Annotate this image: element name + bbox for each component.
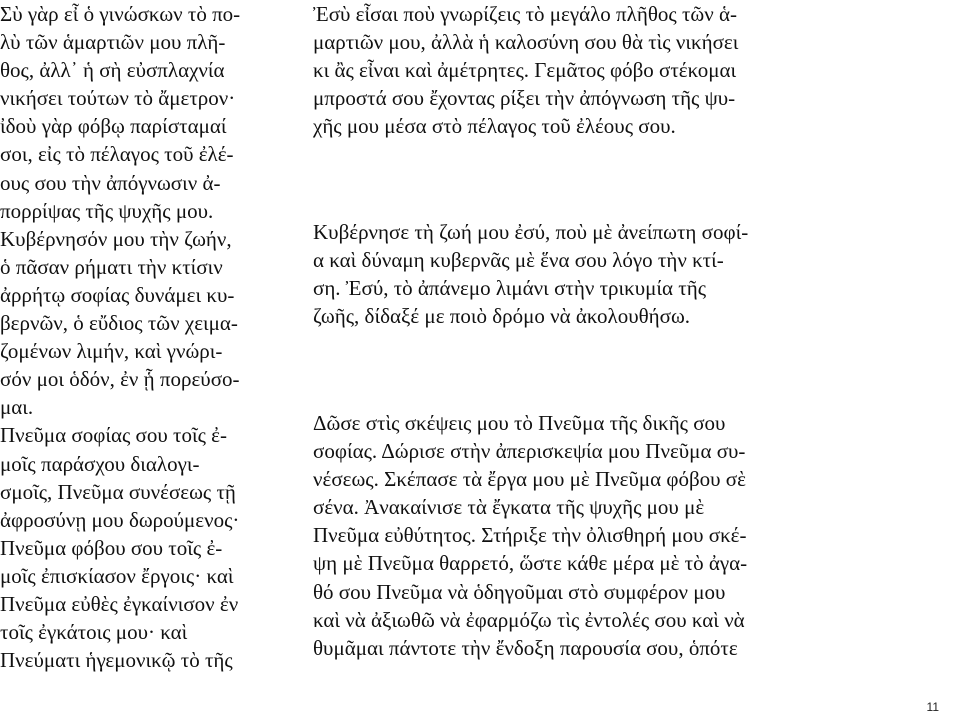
translation-line: σένα. Ἀνακαίνισε τὰ ἔγκατα τῆς ψυχῆς μου μὲ — [313, 495, 705, 520]
original-line: ἀφροσύνῃ μου δωρούμενος· — [0, 507, 240, 532]
page-number: 11 — [926, 700, 939, 714]
original-line: λὺ τῶν ἁμαρτιῶν μου πλῆ- — [0, 30, 226, 55]
translation-stanza-2 — [313, 218, 748, 330]
original-line: ὁ πᾶσαν ρήματι τὴν κτίσιν — [0, 254, 223, 279]
translation-line: καὶ νὰ ἀξιωθῶ νὰ ἐφαρμόζω τὶς ἐντολές σου καὶ νὰ — [313, 607, 745, 632]
original-line: νικήσει τούτων τὸ ἄμετρον· — [0, 86, 236, 111]
original-line: ἰδοὺ γὰρ φόβῳ παρίσταμαί — [0, 114, 227, 139]
translation-line: ζωῆς, δίδαξέ με ποιὸ δρόμο νὰ ἀκολουθήσω. — [313, 304, 691, 329]
original-line: μοῖς παράσχου διαλογι- — [0, 451, 200, 476]
original-line: Σὺ γὰρ εἶ ὁ γινώσκων τὸ πο- — [0, 2, 241, 26]
translation-line: α καὶ δύναμη κυβερνᾶς μὲ ἕνα σου λόγο τὴν κτί- — [313, 248, 724, 273]
original-line: μαι. — [0, 395, 34, 420]
original-line: ἀρρήτῳ σοφίας δυνάμει κυ- — [0, 282, 235, 307]
translation-line: μπροστά σου ἔχοντας ρίξει τὴν ἀπόγνωση τῆς ψυ- — [313, 86, 736, 111]
translation-line: Ἐσὺ εἶσαι ποὺ γνωρίζεις τὸ μεγάλο πλῆθος τῶν ἁ- — [313, 2, 737, 26]
original-line: σμοῖς, Πνεῦμα συνέσεως τῇ — [0, 479, 236, 504]
translation-line: Κυβέρνησε τὴ ζωή μου ἐσύ, ποὺ μὲ ἀνείπωτη σοφί- — [313, 220, 749, 244]
original-line: ζομένων λιμήν, καὶ γνώρι- — [0, 339, 223, 364]
original-line: μοῖς ἐπισκίασον ἔργοις· καὶ — [0, 563, 234, 588]
translation-stanza-1 — [313, 0, 738, 140]
translation-line: κι ἂς εἶναι καὶ ἀμέτρητες. Γεμᾶτος φόβο στέκομαι — [313, 58, 737, 83]
translation-line: ση. Ἐσύ, τὸ ἀπάνεμο λιμάνι στὴν τρικυμία τῆς — [313, 276, 707, 301]
original-line: σοι, εἰς τὸ πέλαγος τοῦ ἐλέ- — [0, 142, 234, 167]
translation-line: χῆς μου μέσα στὸ πέλαγος τοῦ ἐλέους σου. — [313, 114, 676, 139]
original-line: σόν μοι ὁδόν, ἐν ᾗ πορεύσο- — [0, 367, 240, 392]
original-line: ους σου τὴν ἀπόγνωσιν ἀ- — [0, 170, 221, 195]
translation-line: θό σου Πνεῦμα νὰ ὁδηγοῦμαι στὸ συμφέρον μου — [313, 579, 726, 604]
original-line: βερνῶν, ὁ εὔδιος τῶν χειμα- — [0, 311, 238, 336]
original-line: Κυβέρνησόν μου τὴν ζωήν, — [0, 226, 232, 251]
translation-line: σοφίας. Δώρισε στὴν ἀπερισκεψία μου Πνεῦμα συ- — [313, 439, 746, 464]
original-line: Πνεῦμα εὐθὲς ἐγκαίνισον ἐν — [0, 591, 239, 616]
translation-line: θυμᾶμαι πάντοτε τὴν ἔνδοξη παρουσία σου, ὁπότε — [313, 635, 738, 660]
original-line: θος, ἀλλ᾽ ἡ σὴ εὐσπλαχνία — [0, 58, 225, 83]
translation-line: Πνεῦμα εὐθύτητος. Στήριξε τὴν ὀλισθηρή μου σκέ- — [313, 523, 747, 548]
translation-stanza-3 — [313, 409, 747, 662]
original-line: Πνεῦμα φόβου σου τοῖς ἐ- — [0, 535, 223, 560]
translation-line: νέσεως. Σκέπασε τὰ ἔργα μου μὲ Πνεῦμα φόβου σὲ — [313, 467, 746, 492]
original-line: Πνεῦμα σοφίας σου τοῖς ἐ- — [0, 423, 227, 448]
translation-line: ψη μὲ Πνεῦμα θαρρετό, ὥστε κάθε μέρα μὲ τὸ ἀγα- — [313, 551, 748, 576]
greek-original-column — [0, 0, 292, 674]
translation-line: Δῶσε στὶς σκέψεις μου τὸ Πνεῦμα τῆς δικῆς σου — [313, 411, 726, 435]
original-line: πορρίψας τῆς ψυχῆς μου. — [0, 198, 214, 223]
original-line: Πνεύματι ἡγεμονικῷ τὸ τῆς — [0, 648, 233, 673]
original-line: τοῖς ἐγκάτοις μου· καὶ — [0, 620, 188, 645]
translation-line: μαρτιῶν μου, ἀλλὰ ἡ καλοσύνη σου θὰ τὶς νικήσει — [313, 30, 739, 55]
